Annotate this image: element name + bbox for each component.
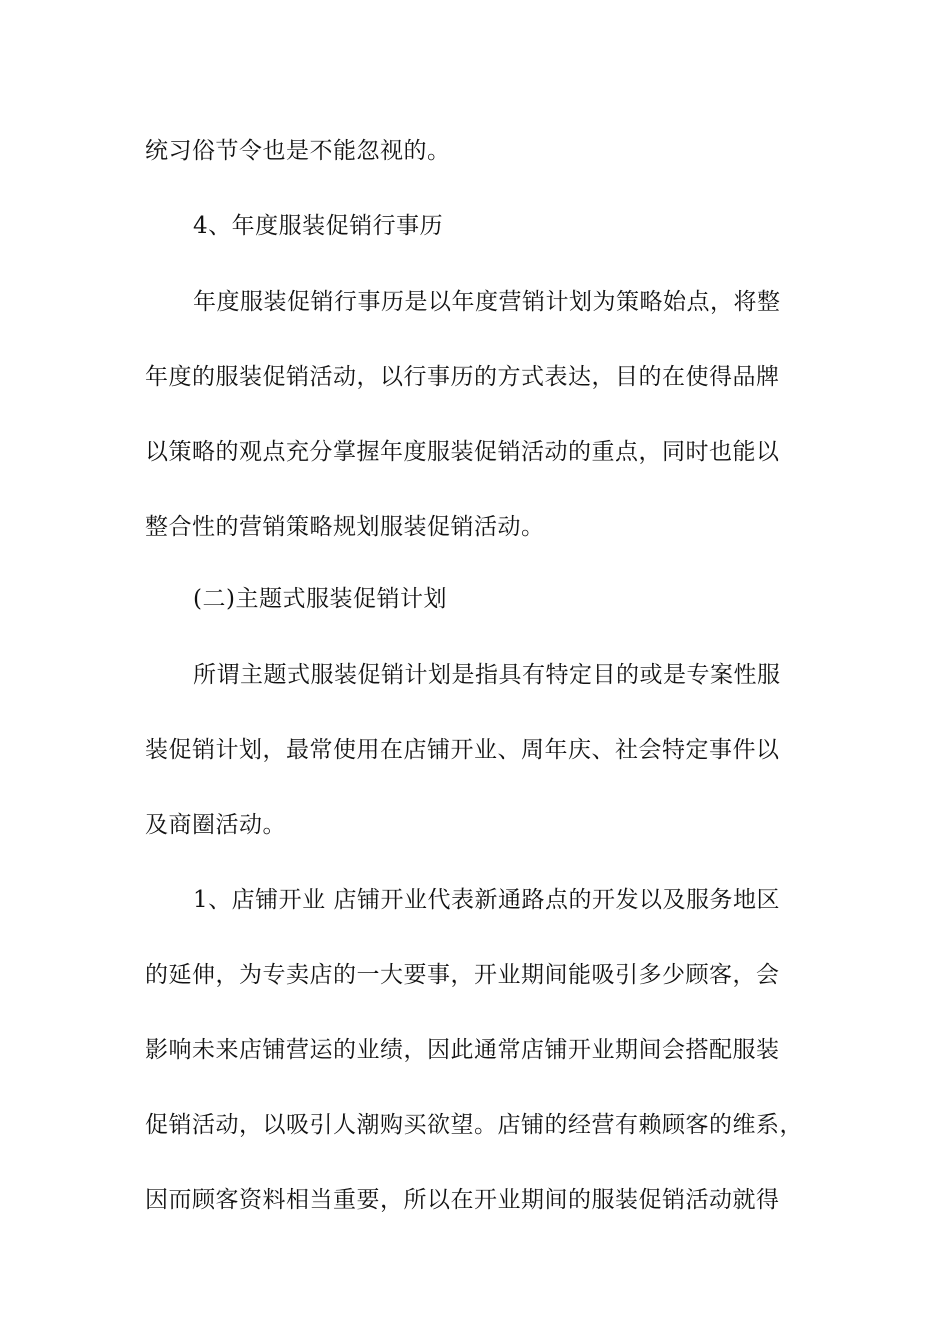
- paragraph-line: 年度的服装促销活动，以行事历的方式表达，目的在使得品牌: [145, 364, 780, 390]
- paragraph-line: 所谓主题式服装促销计划是指具有特定目的或是专案性服: [193, 662, 781, 688]
- paragraph-line: 整合性的营销策略规划服装促销活动。: [145, 514, 545, 540]
- paragraph-line: 以策略的观点充分掌握年度服装促销活动的重点，同时也能以: [145, 439, 780, 465]
- paragraph-line: 的延伸，为专卖店的一大要事，开业期间能吸引多少顾客，会: [145, 962, 780, 988]
- paragraph-line: 1、店铺开业 店铺开业代表新通路点的开发以及服务地区: [193, 887, 780, 913]
- paragraph-line: 促销活动，以吸引人潮购买欲望。店铺的经营有赖顾客的维系，: [145, 1112, 803, 1138]
- section-heading: (二)主题式服装促销计划: [193, 586, 447, 612]
- paragraph-line: 影响未来店铺营运的业绩，因此通常店铺开业期间会搭配服装: [145, 1037, 780, 1063]
- paragraph-line: 年度服装促销行事历是以年度营销计划为策略始点，将整: [193, 289, 781, 315]
- paragraph-line: 装促销计划，最常使用在店铺开业、周年庆、社会特定事件以: [145, 737, 780, 763]
- section-heading: 4、年度服装促销行事历: [193, 213, 444, 239]
- paragraph-line: 统习俗节令也是不能忽视的。: [145, 138, 451, 164]
- paragraph-line: 及商圈活动。: [145, 812, 286, 838]
- paragraph-line: 因而顾客资料相当重要，所以在开业期间的服装促销活动就得: [145, 1187, 780, 1213]
